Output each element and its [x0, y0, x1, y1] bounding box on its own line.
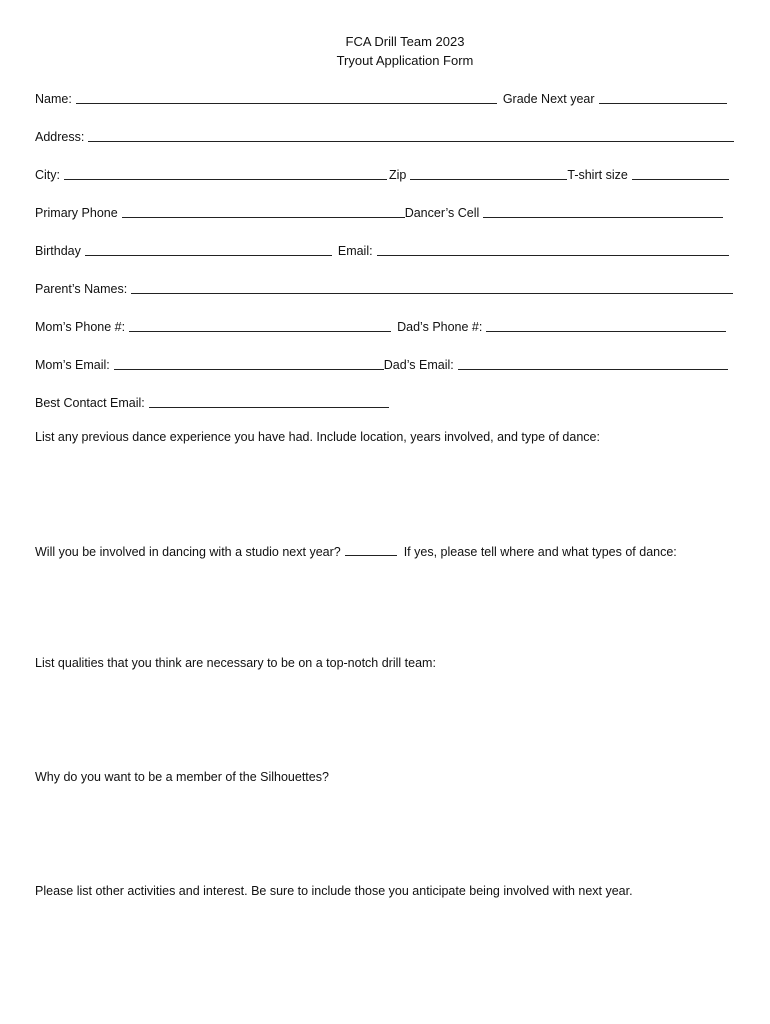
form-title: FCA Drill Team 2023 [345, 34, 465, 49]
best-contact-field[interactable] [149, 407, 389, 408]
birthday-row [35, 240, 729, 258]
email-field[interactable] [377, 255, 729, 256]
dads-phone-label: Dad’s Phone #: [397, 320, 483, 334]
moms-email-label: Mom’s Email: [35, 358, 110, 372]
birthday-label: Birthday [35, 244, 81, 258]
address-label: Address: [35, 130, 85, 144]
email-label: Email: [337, 244, 373, 258]
dancer-cell-label: Dancer’s Cell [404, 206, 480, 220]
form-subtitle: Tryout Application Form [336, 53, 474, 68]
parent-email-row [35, 354, 728, 372]
zip-label: Zip [389, 168, 407, 182]
city-field[interactable] [64, 179, 387, 180]
activities-question: Please list other activities and interest. Be sure to include those you anticipate being involved with next year. [35, 884, 633, 898]
dads-email-field[interactable] [458, 369, 728, 370]
name-label: Name: [35, 92, 72, 106]
moms-phone-field[interactable] [129, 331, 391, 332]
birthday-field[interactable] [85, 255, 332, 256]
parents-row [35, 278, 733, 296]
city-label: City: [35, 168, 60, 182]
studio-question-text: Will you be involved in dancing with a studio next year? [35, 545, 341, 559]
phone-row [35, 202, 723, 220]
address-field[interactable] [88, 141, 734, 142]
moms-phone-label: Mom’s Phone #: [35, 320, 126, 334]
primary-phone-label: Primary Phone [35, 206, 118, 220]
studio-answer-field[interactable] [345, 543, 397, 556]
form-header [0, 32, 770, 70]
dads-phone-field[interactable] [486, 331, 726, 332]
grade-label: Grade Next year [502, 92, 595, 106]
studio-question [35, 543, 677, 559]
moms-email-field[interactable] [114, 369, 384, 370]
city-row [35, 164, 729, 182]
studio-followup-text: If yes, please tell where and what types of dance: [403, 545, 677, 559]
best-contact-row [35, 392, 389, 410]
name-field[interactable] [76, 103, 497, 104]
qualities-question: List qualities that you think are necessary to be on a top-notch drill team: [35, 656, 436, 670]
dancer-cell-field[interactable] [483, 217, 723, 218]
grade-field[interactable] [599, 103, 727, 104]
parents-names-label: Parent’s Names: [35, 282, 128, 296]
tshirt-label: T-shirt size [567, 168, 628, 182]
dads-email-label: Dad’s Email: [383, 358, 454, 372]
why-question: Why do you want to be a member of the Silhouettes? [35, 770, 329, 784]
parent-phone-row [35, 316, 726, 334]
address-row [35, 126, 734, 144]
experience-question: List any previous dance experience you have had. Include location, years involved, and type of dance: [35, 430, 600, 444]
best-contact-label: Best Contact Email: [35, 396, 145, 410]
parents-names-field[interactable] [131, 293, 733, 294]
name-row [35, 88, 727, 106]
zip-field[interactable] [410, 179, 567, 180]
tshirt-field[interactable] [632, 179, 729, 180]
primary-phone-field[interactable] [122, 217, 405, 218]
